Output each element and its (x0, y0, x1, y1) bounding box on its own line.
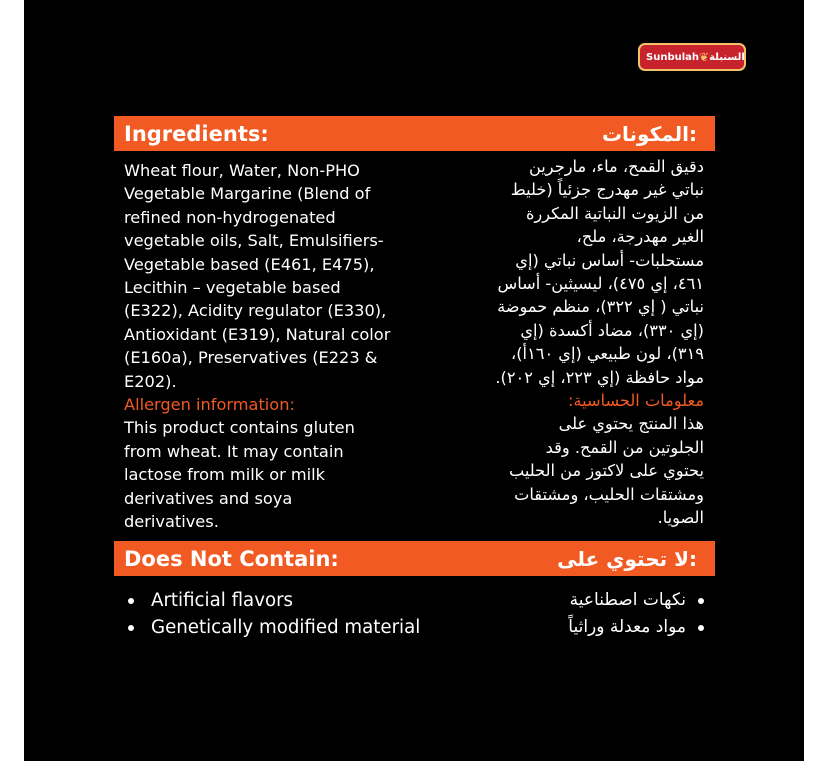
does-not-contain-title-en: Does Not Contain: (124, 546, 339, 571)
ingredient-line-ar: نباتي غير مهدرج جزئياً (خليط (510, 180, 704, 200)
ingredient-line: refined non-hydrogenated (124, 207, 336, 227)
allergen-line-ar: الصويا. (657, 508, 704, 528)
list-item (568, 614, 704, 641)
bullet-icon (128, 625, 134, 631)
allergen-line: derivatives and soya (124, 488, 293, 508)
list-item-label: مواد معدلة وراثياً (568, 617, 686, 637)
ingredient-line-ar: الغير مهدرجة، ملح، (576, 227, 704, 247)
ingredient-line-ar: نباتي ( إي ٣٢٢)، منظم حموضة (497, 297, 704, 317)
ingredient-line: Vegetable Margarine (Blend of (124, 184, 371, 204)
allergen-heading-en: Allergen information: (124, 395, 295, 415)
ingredient-line: Vegetable based (E461, E475), (124, 254, 375, 274)
does-not-contain-list-ar (568, 587, 704, 641)
ingredient-line-ar: من الزيوت النباتية المكررة (525, 203, 704, 223)
ingredients-header-bar (114, 116, 715, 151)
list-item (124, 587, 420, 614)
does-not-contain-list-en (124, 587, 420, 641)
list-item (124, 614, 420, 641)
list-item (568, 587, 704, 614)
ingredient-line: (E322), Acidity regulator (E330), (124, 301, 387, 321)
allergen-line: lactose from milk or milk (124, 465, 326, 485)
ingredients-title-ar: المكونات: (601, 121, 697, 146)
ingredient-line: (E160a), Preservatives (E223 & (124, 348, 378, 368)
does-not-contain-header-bar (114, 541, 715, 576)
list-item-label: Genetically modified material (151, 617, 421, 638)
ingredient-line: Antioxidant (E319), Natural color (124, 324, 391, 344)
ingredient-line-ar: ٤٦١، إي ٤٧٥)، ليسيثين- أساس (497, 274, 704, 294)
allergen-line-ar: ومشتقات الحليب، ومشتقات (514, 484, 704, 504)
bullet-icon (698, 598, 704, 604)
ingredients-text-ar (430, 155, 704, 530)
ingredient-line: Lecithin – vegetable based (124, 278, 341, 298)
ingredient-line: vegetable oils, Salt, Emulsifiers- (124, 231, 384, 251)
logo-text-ar: السنبلة (709, 51, 745, 63)
bullet-icon (698, 625, 704, 631)
ingredient-line-ar: ٣١٩)، لون طبيعي (إي ١٦٠أ)، (511, 344, 704, 364)
allergen-line: derivatives. (124, 512, 219, 532)
logo-text-en: Sunbulah (646, 51, 700, 63)
list-item-label: نكهات اصطناعية (569, 590, 686, 610)
allergen-line: from wheat. It may contain (124, 441, 344, 461)
wheat-icon: ❦ (699, 50, 710, 64)
brand-logo (638, 43, 746, 71)
does-not-contain-title-ar: لا تحتوي على: (557, 546, 697, 571)
ingredient-line-ar: (إي ٣٣٠)، مضاد أكسدة (إي (520, 320, 704, 340)
ingredient-line-ar: دقيق القمح، ماء، مارجرين (528, 157, 704, 176)
ingredient-line-ar: مستحلبات- أساس نباتي (إي (515, 250, 704, 270)
ingredient-line: E202). (124, 371, 177, 391)
ingredient-line: Wheat flour, Water, Non-PHO (124, 161, 360, 180)
allergen-line-ar: يحتوي على لاكتوز من الحليب (509, 461, 704, 481)
allergen-heading-ar: معلومات الحساسية: (567, 391, 704, 411)
ingredients-title-en: Ingredients: (124, 121, 269, 146)
ingredients-text-en (124, 159, 434, 534)
allergen-line-ar: هذا المنتج يحتوي على (558, 414, 704, 434)
list-item-label: Artificial flavors (151, 590, 294, 611)
allergen-line-ar: الجلوتين من القمح. وقد (545, 437, 704, 457)
ingredient-line-ar: مواد حافظة (إي ٢٢٣، إي ٢٠٢). (495, 367, 704, 387)
bullet-icon (128, 598, 134, 604)
allergen-line: This product contains gluten (124, 418, 355, 438)
